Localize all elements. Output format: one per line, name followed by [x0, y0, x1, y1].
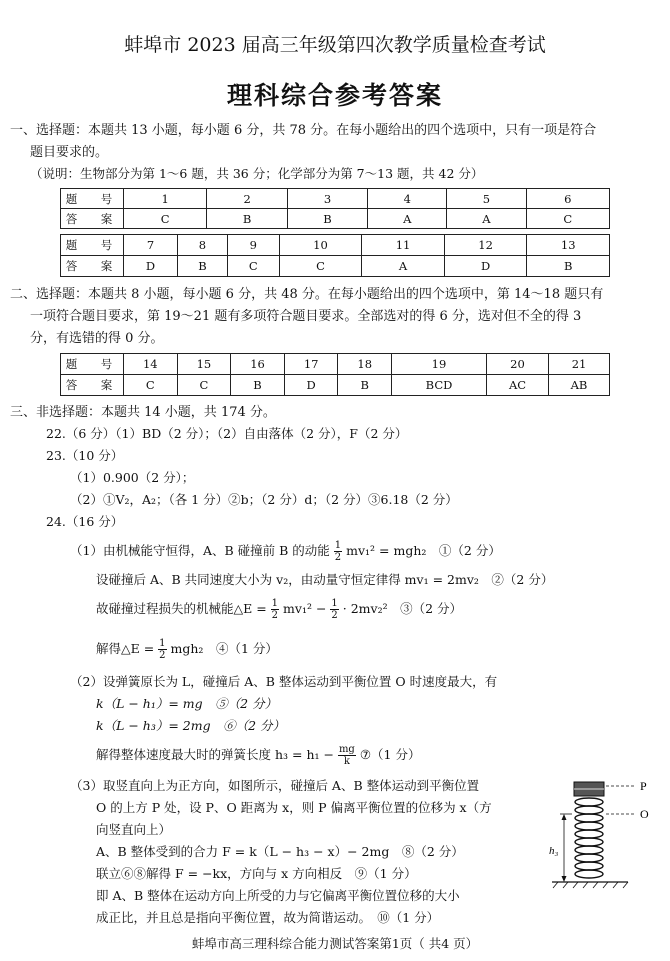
question-number: 14 [124, 354, 178, 375]
question-number: 3 [287, 189, 367, 209]
answer-header: 答 案 [61, 375, 124, 396]
fraction-half: $\frac{1}{2}$ [331, 598, 338, 621]
answer-cell: C [177, 375, 231, 396]
answer-cell: B [338, 375, 392, 396]
answer-cell: BCD [392, 375, 487, 396]
section2-line3: 分，有选错的得 0 分。 [30, 331, 164, 346]
section2-line2: 一项符合题目要求，第 19～21 题有多项符合题目要求。全部选对的得 6 分，选对但不全的得 3 [30, 309, 582, 324]
q24-p3-line-e: 联立⑥⑧解得 F = −kx，方向与 x 方向相反 ⑨（1 分） [96, 866, 417, 881]
document-title: 理科综合参考答案 [226, 81, 443, 110]
q24-p2-line-b: k（L − h₁）= mg ⑤（2 分） [96, 696, 278, 711]
q24-p2-text-d: 解得整体速度最大时的弹簧长度 h₃ = h₁ − [96, 747, 334, 762]
label-p: P [640, 779, 647, 793]
question-number: 15 [177, 354, 231, 375]
q24-p1-text-c-end: · 2mv₂² ③（2 分） [342, 601, 463, 616]
q24-p1-text-d-end: mgh₂ ④（1 分） [170, 641, 278, 656]
q24-p1-text-a: （1）由机械能守恒得，A、B 碰撞前 B 的动能 [70, 543, 330, 558]
section1-line1: 一、选择题：本题共 13 小题，每小题 6 分，共 78 分。在每小题给出的四个选项中，只有一项是符合 [10, 123, 597, 138]
question-number: 12 [444, 235, 527, 256]
ground-hatch [553, 882, 628, 888]
q24-p3-line-f: 即 A、B 整体在运动方向上所受的力与它偏离平衡位置位移的大小 [96, 888, 460, 903]
answer-cell: B [287, 209, 367, 229]
question-header: 题 号 [61, 189, 124, 209]
q24-p1-text-c: 故碰撞过程损失的机械能△E = [96, 601, 267, 616]
answer-header: 答 案 [61, 209, 124, 229]
answer-table-2 [60, 234, 610, 277]
question-number: 1 [124, 189, 207, 209]
answer-cell: A [447, 209, 526, 229]
answer-cell: D [444, 256, 527, 277]
question-number: 20 [486, 354, 548, 375]
question-number: 6 [526, 189, 609, 209]
answer-cell: AC [486, 375, 548, 396]
answer-cell: A [362, 256, 445, 277]
question-header: 题 号 [61, 354, 124, 375]
spring-figure [548, 778, 666, 896]
label-h3: h₃ [549, 845, 559, 857]
page-footer: 蚌埠市高三理科综合能力测试答案第1页（ 共4 页） [191, 936, 479, 951]
answer-header: 答 案 [61, 256, 124, 277]
spring-coil [575, 798, 603, 878]
q24-p3-line-c: 向竖直向上） [96, 822, 172, 837]
answer-cell: D [124, 256, 178, 277]
label-o: O [640, 807, 649, 821]
fraction-half: $\frac{1}{2}$ [159, 638, 166, 661]
section2-line1: 二、选择题：本题共 8 小题，每小题 6 分，共 48 分。在每小题给出的四个选项中，第 14～18 题只有 [10, 287, 604, 302]
q24-p2-line-c: k（L − h₃）= 2mg ⑥（2 分） [96, 718, 286, 733]
question-number: 18 [338, 354, 392, 375]
section1-line2: 题目要求的。 [30, 145, 109, 160]
exam-title: 蚌埠市 2023 届高三年级第四次教学质量检查考试 [124, 34, 546, 56]
question-number: 10 [279, 235, 362, 256]
answer-cell: B [527, 256, 610, 277]
question-number: 2 [207, 189, 287, 209]
q24-p1-eq-a: mv₁² = mgh₂ ①（2 分） [346, 543, 501, 558]
question-header: 题 号 [61, 235, 124, 256]
answer-cell: C [124, 209, 207, 229]
section1-note: （说明：生物部分为第 1～6 题，共 36 分；化学部分为第 7～13 题，共 42 分） [30, 166, 484, 181]
q24-p1-text-d: 解得△E = [96, 641, 155, 656]
question-number: 13 [527, 235, 610, 256]
answer-cell: B [231, 375, 285, 396]
q23-part2: （2）①V₂，A₂；（各 1 分）②b；（2 分）d；（2 分）③6.18（2 分） [70, 492, 458, 507]
answer-cell: D [284, 375, 338, 396]
answer-cell: C [227, 256, 279, 277]
q24-p1-line-d [96, 638, 278, 661]
q24-p1-line-c [96, 598, 462, 621]
section3-heading: 三、非选择题：本题共 14 小题，共 174 分。 [10, 405, 276, 420]
question-number: 5 [447, 189, 526, 209]
q23-part1: （1）0.900（2 分）； [70, 470, 195, 485]
answer-cell: A [368, 209, 447, 229]
q24-p2-line-a: （2）设弹簧原长为 L，碰撞后 A、B 整体运动到平衡位置 O 时速度最大，有 [70, 674, 498, 689]
question-number: 17 [284, 354, 338, 375]
question-number: 4 [368, 189, 447, 209]
answer-table-1 [60, 188, 610, 229]
q23-heading: 23.（10 分） [46, 448, 124, 463]
answer-cell: C [124, 375, 178, 396]
q24-p1-text-c-mid: mv₁² − [283, 601, 327, 616]
answer-cell: B [178, 256, 228, 277]
answer-table-3 [60, 353, 610, 396]
answer-cell: C [526, 209, 609, 229]
q24-p2-text-d-end: ⑦（1 分） [359, 747, 421, 762]
question-number: 19 [392, 354, 487, 375]
fraction-half: $\frac{1}{2}$ [271, 598, 279, 621]
question-number: 11 [362, 235, 445, 256]
fraction-half: $\frac{1}{2}$ [334, 540, 342, 563]
q24-p1-line-b: 设碰撞后 A、B 共同速度大小为 v₂，由动量守恒定律得 mv₁ = 2mv₂ ②（2 分） [96, 572, 554, 587]
q22-answer: 22.（6 分）（1）BD（2 分）；（2）自由落体（2 分），F（2 分） [46, 426, 408, 441]
question-number: 7 [124, 235, 178, 256]
q24-p1-line-a [70, 540, 501, 563]
question-number: 9 [227, 235, 279, 256]
question-number: 21 [549, 354, 610, 375]
q24-p3-line-b: O 的上方 P 处，设 P、O 距离为 x，则 P 偏离平衡位置的位移为 x（方 [96, 800, 492, 815]
fraction-mg-over-k: $\frac{mg}{k}$ [338, 744, 355, 767]
q24-p3-line-d: A、B 整体受到的合力 F = k（L − h₃ − x）− 2mg ⑧（2 分） [96, 844, 464, 859]
question-number: 16 [231, 354, 285, 375]
q24-p2-line-d [96, 744, 420, 767]
q24-p3-line-g: 成正比，并且总是指向平衡位置，故为简谐运动。 ⑩（1 分） [96, 910, 440, 925]
question-number: 8 [178, 235, 228, 256]
answer-cell: AB [549, 375, 610, 396]
q24-heading: 24.（16 分） [46, 514, 124, 529]
q24-p3-line-a: （3）取竖直向上为正方向，如图所示，碰撞后 A、B 整体运动到平衡位置 [70, 778, 480, 793]
answer-cell: C [279, 256, 362, 277]
answer-cell: B [207, 209, 287, 229]
